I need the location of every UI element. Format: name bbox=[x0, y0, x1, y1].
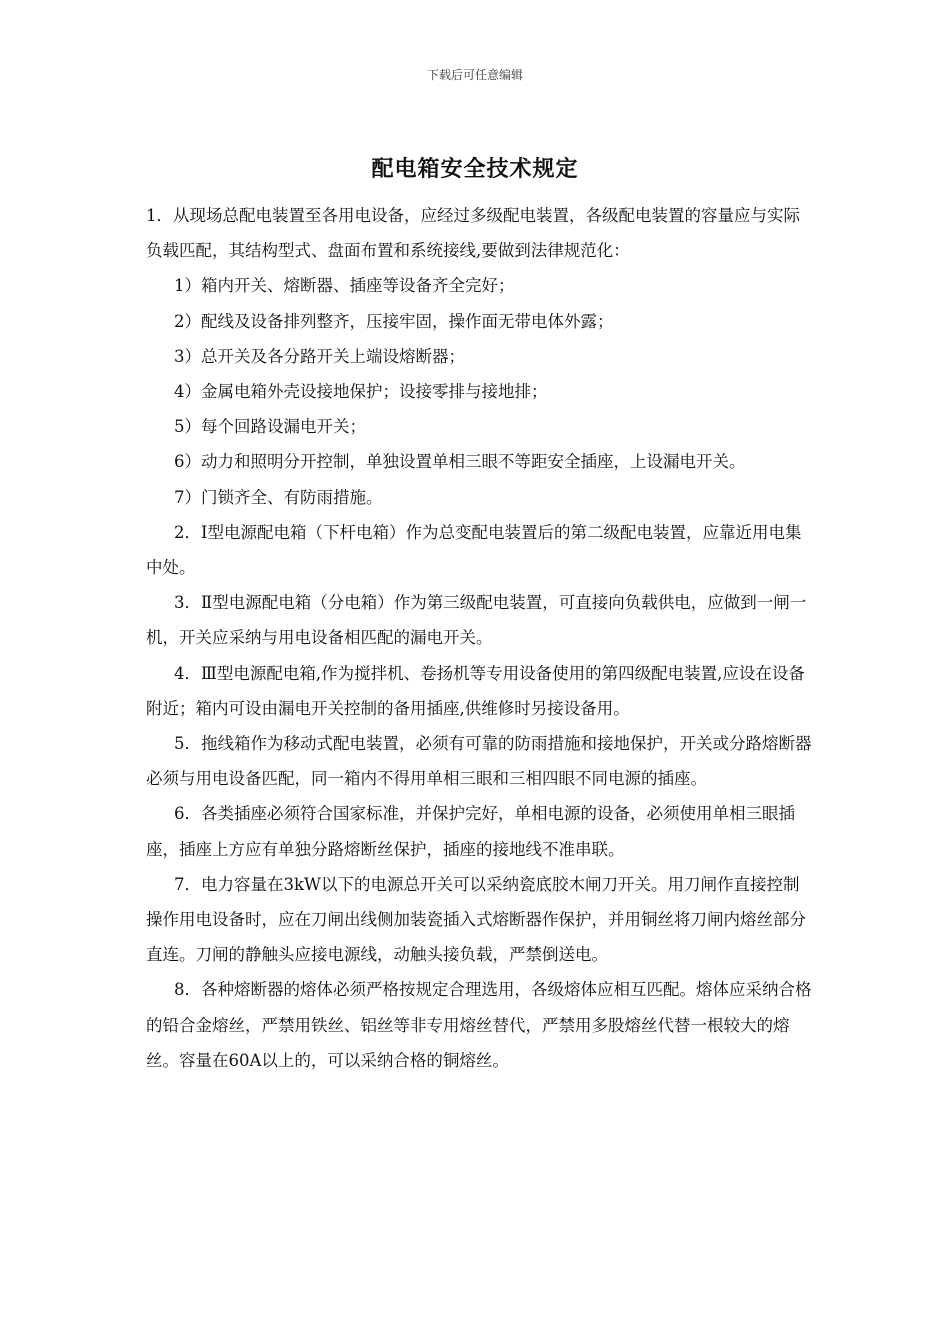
paragraph-1: 1．从现场总配电装置至各用电设备，应经过多级配电装置，各级配电装置的容量应与实际负载匹配，其结构型式、盘面布置和系统接线,要做到法律规范化： bbox=[146, 206, 800, 261]
paragraph-1-item-5: 5）每个回路设漏电开关； bbox=[174, 417, 366, 437]
document-body bbox=[146, 198, 812, 1078]
paragraph-6: 6．各类插座必须符合国家标准，并保护完好，单相电源的设备，必须使用单相三眼插座，插座上方应有单独分路熔断丝保护，插座的接地线不准串联。 bbox=[146, 804, 795, 859]
paragraph-1-item-3: 3）总开关及各分路开关上端设熔断器； bbox=[174, 346, 465, 366]
paragraph-1-item-4: 4）金属电箱外壳设接地保护；设接零排与接地排； bbox=[174, 382, 548, 402]
paragraph-1-item-7: 7）门锁齐全、有防雨措施。 bbox=[174, 487, 383, 507]
document-title: 配电箱安全技术规定 bbox=[371, 157, 579, 182]
paragraph-7: 7．电力容量在3kW以下的电源总开关可以采纳瓷底胶木闸刀开关。用刀闸作直接控制操作用电设备时，应在刀闸出线侧加装瓷插入式熔断器作保护，并用铜丝将刀闸内熔丝部分直连。刀闸的静触头应接电源线，动触头接负载，严禁倒送电。 bbox=[146, 874, 806, 965]
paragraph-2: 2．Ⅰ型电源配电箱（下杆电箱）作为总变配电装置后的第二级配电装置，应靠近用电集中处。 bbox=[146, 522, 802, 578]
paragraph-8: 8．各种熔断器的熔体必须严格按规定合理选用，各级熔体应相互匹配。熔体应采纳合格的铅合金熔丝，严禁用铁丝、铝丝等非专用熔丝替代，严禁用多股熔丝代替一根较大的熔丝。容量在60A以上的，可以采纳合格的铜熔丝。 bbox=[146, 980, 812, 1070]
paragraph-3: 3．Ⅱ型电源配电箱（分电箱）作为第三级配电装置，可直接向负载供电，应做到一闸一机，开关应采纳与用电设备相匹配的漏电开关。 bbox=[146, 593, 807, 648]
paragraph-1-item-2: 2）配线及设备排列整齐，压接牢固，操作面无带电体外露； bbox=[174, 311, 614, 331]
paragraph-1-item-1: 1）箱内开关、熔断器、插座等设备齐全完好； bbox=[174, 276, 515, 296]
paragraph-1-item-6: 6）动力和照明分开控制，单独设置单相三眼不等距安全插座，上设漏电开关。 bbox=[174, 452, 746, 472]
paragraph-5: 5．拖线箱作为移动式配电装置，必须有可靠的防雨措施和接地保护，开关或分路熔断器必须与用电设备匹配，同一箱内不得用单相三眼和三相四眼不同电源的插座。 bbox=[146, 734, 812, 789]
header-note: 下载后可任意编辑 bbox=[426, 68, 523, 82]
paragraph-4: 4．Ⅲ型电源配电箱,作为搅拌机、卷扬机等专用设备使用的第四级配电装置,应设在设备附近；箱内可设由漏电开关控制的备用插座,供维修时另接设备用。 bbox=[146, 663, 805, 718]
